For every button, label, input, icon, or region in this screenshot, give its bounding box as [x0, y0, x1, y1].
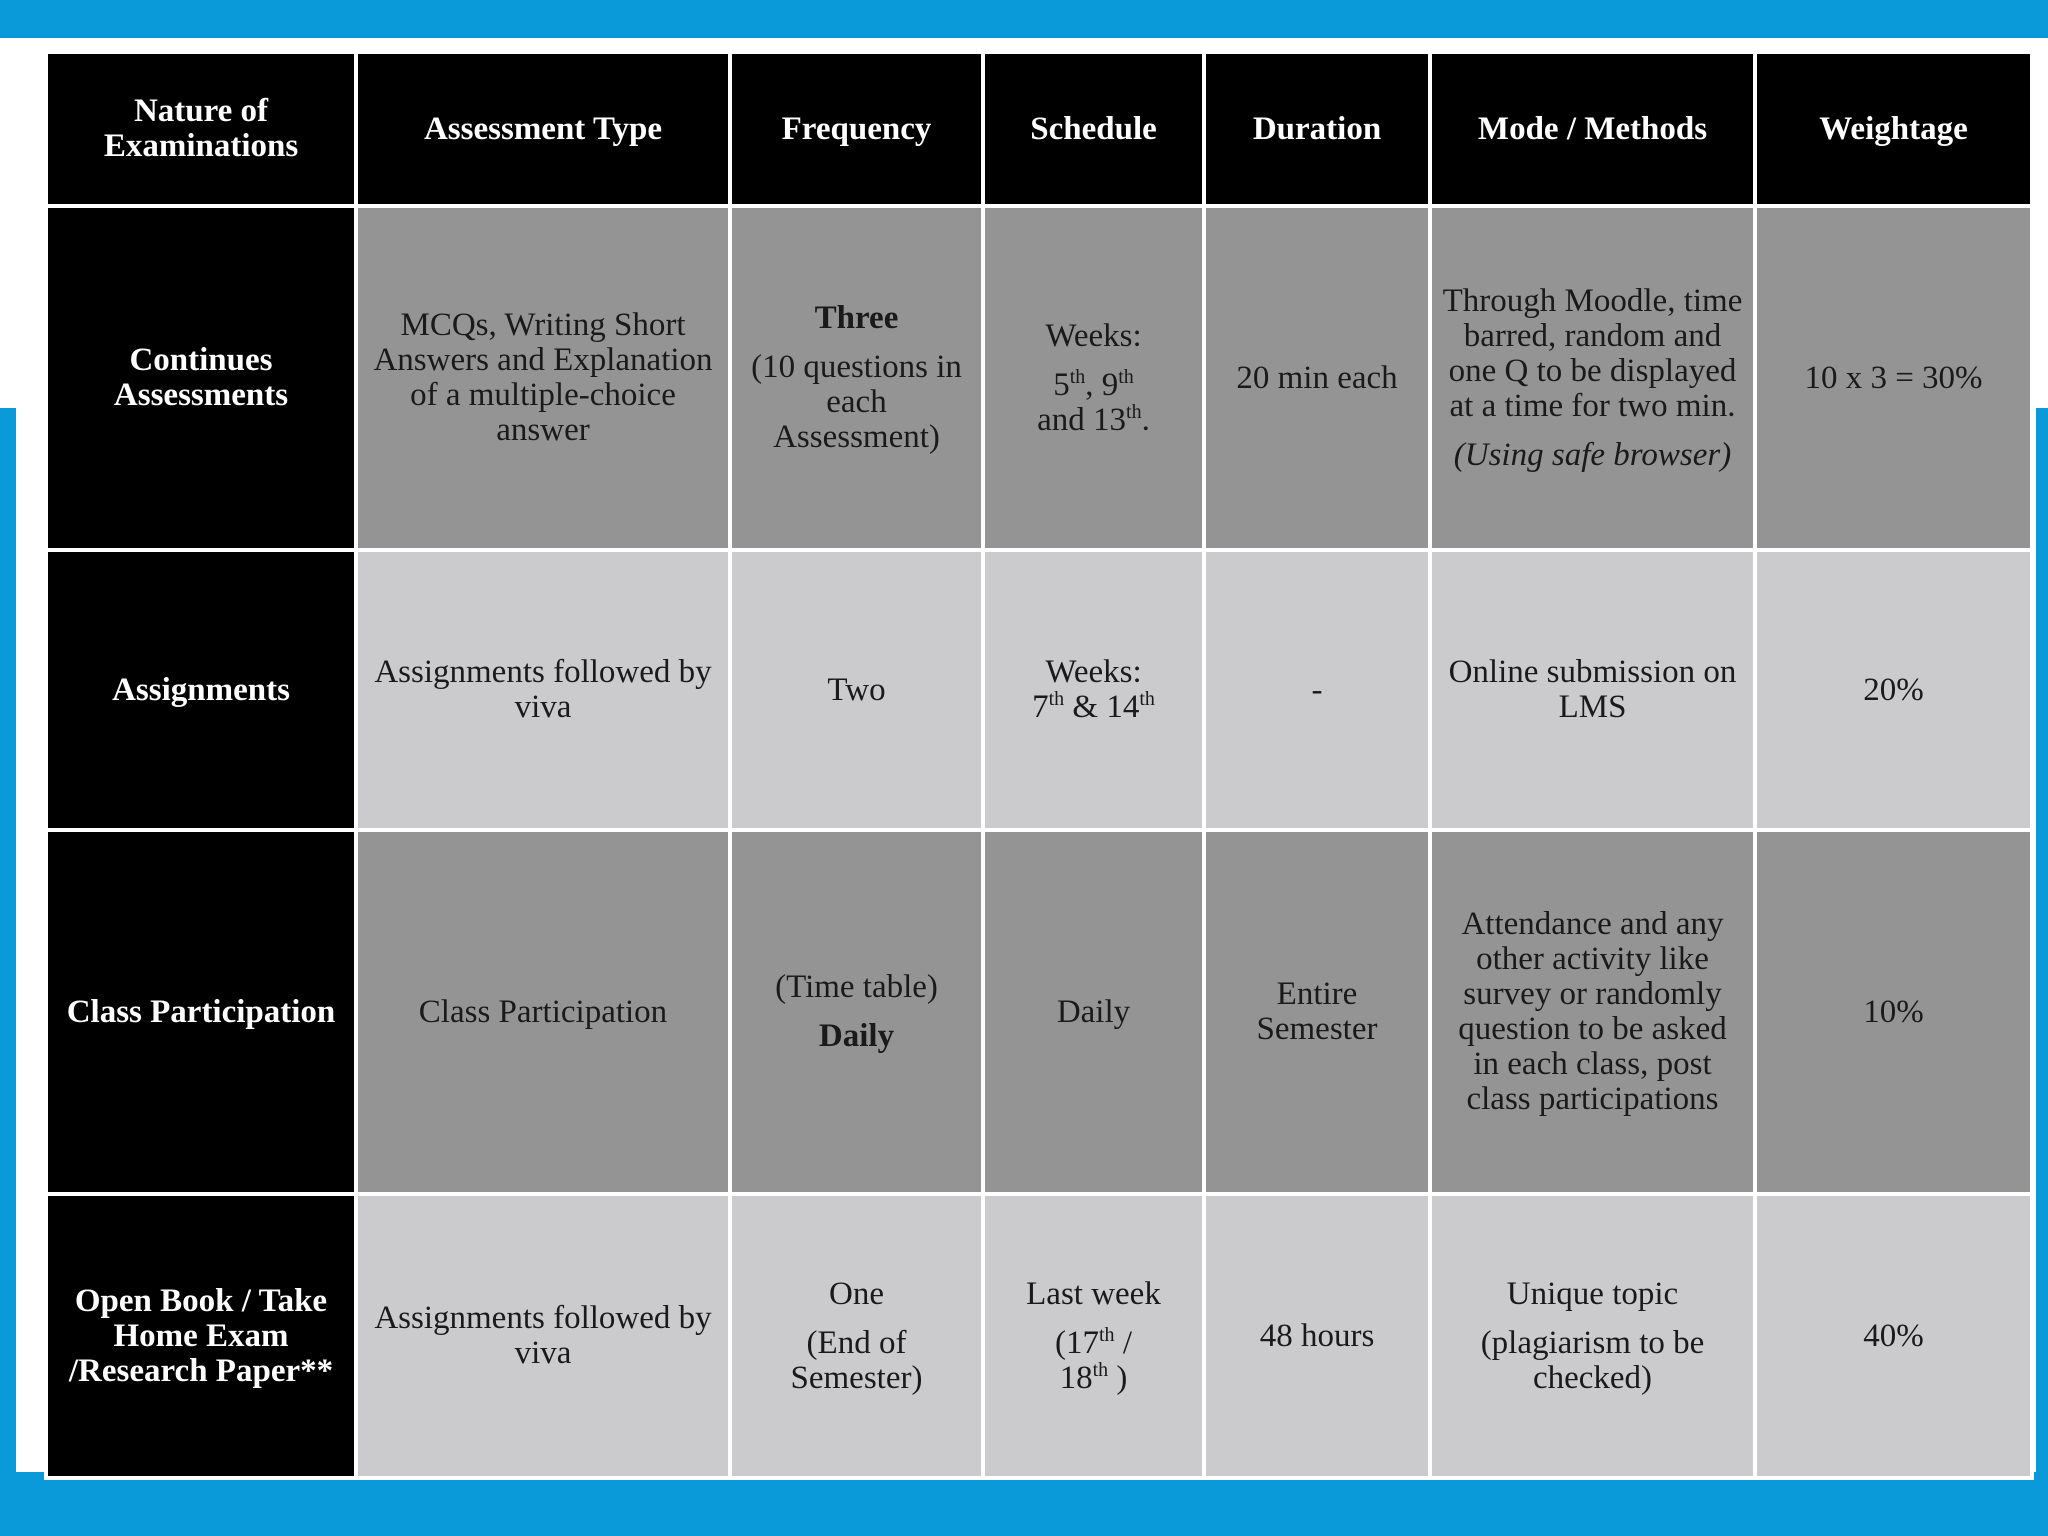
mode-text: Through Moodle, time barred, random and one Q to be displayed at a time for two min.: [1442, 282, 1743, 424]
frequency-note: (End of Semester): [790, 1324, 923, 1396]
header-row: [46, 52, 2032, 206]
assessment-type-cell: Class Participation: [356, 830, 730, 1194]
right-accent-bar: [2036, 408, 2048, 1472]
frequency-main: One: [829, 1275, 884, 1312]
assessment-type-cell: MCQs, Writing Short Answers and Explanation of a multiple-choice answer: [356, 206, 730, 550]
duration-cell: -: [1204, 550, 1430, 830]
frequency-note: (10 questions in each Assessment): [751, 349, 962, 455]
row-label: Assignments: [46, 550, 356, 830]
frequency-main: Three: [814, 300, 899, 336]
schedule-weeks-end: 18th ): [1059, 1358, 1128, 1396]
row-label: Class Participation: [46, 830, 356, 1194]
duration-cell: 48 hours: [1204, 1194, 1430, 1478]
duration-cell: 20 min each: [1204, 206, 1430, 550]
header-mode: Mode / Methods: [1430, 52, 1755, 206]
schedule-weeks: (17th /: [1055, 1323, 1132, 1361]
table-row: [46, 1194, 2032, 1478]
header-nature: Nature of Examinations: [46, 52, 356, 206]
weightage-cell: 10 x 3 = 30%: [1755, 206, 2032, 550]
bottom-accent-bar: [0, 1472, 2048, 1536]
header-weightage: Weightage: [1755, 52, 2032, 206]
frequency-cell: [730, 206, 983, 550]
schedule-cell: [983, 1194, 1204, 1478]
mode-cell: [1430, 206, 1755, 550]
frequency-cell: [730, 1194, 983, 1478]
frequency-main: Daily: [818, 1018, 895, 1054]
left-accent-bar: [0, 408, 16, 1472]
mode-cell: Attendance and any other activity like survey or randomly question to be asked in each class, post class participations: [1430, 830, 1755, 1194]
assessment-type-cell: Assignments followed by viva: [356, 550, 730, 830]
header-schedule: Schedule: [983, 52, 1204, 206]
assessment-type-cell: Assignments followed by viva: [356, 1194, 730, 1478]
mode-cell: [1430, 1194, 1755, 1478]
row-label: Open Book / Take Home Exam /Research Paper**: [46, 1194, 356, 1478]
table-row: [46, 830, 2032, 1194]
weightage-cell: 40%: [1755, 1194, 2032, 1478]
duration-cell: Entire Semester: [1204, 830, 1430, 1194]
header-duration: Duration: [1204, 52, 1430, 206]
frequency-note: (Time table): [775, 969, 938, 1005]
schedule-cell: Daily: [983, 830, 1204, 1194]
frequency-cell: Two: [730, 550, 983, 830]
schedule-weeks-end: and 13th.: [1037, 400, 1150, 438]
schedule-label: Last week: [1026, 1275, 1161, 1312]
weightage-cell: 10%: [1755, 830, 2032, 1194]
schedule-label: Weeks:: [1045, 654, 1142, 690]
header-type: Assessment Type: [356, 52, 730, 206]
table-row: [46, 550, 2032, 830]
top-accent-bar: [0, 0, 2048, 38]
frequency-cell: [730, 830, 983, 1194]
mode-note: (Using safe browser): [1453, 436, 1732, 473]
schedule-weeks: 5th, 9th: [1053, 365, 1134, 403]
mode-cell: Online submission on LMS: [1430, 550, 1755, 830]
schedule-label: Weeks:: [1045, 317, 1142, 354]
schedule-cell: [983, 550, 1204, 830]
header-frequency: Frequency: [730, 52, 983, 206]
mode-text: Unique topic: [1506, 1275, 1679, 1312]
weightage-cell: 20%: [1755, 550, 2032, 830]
mode-note: (plagiarism to be checked): [1480, 1324, 1705, 1396]
row-label: Continues Assessments: [46, 206, 356, 550]
assessment-table: [44, 50, 2034, 1480]
table-row: [46, 206, 2032, 550]
schedule-cell: [983, 206, 1204, 550]
schedule-weeks: 7th & 14th: [1032, 688, 1155, 725]
